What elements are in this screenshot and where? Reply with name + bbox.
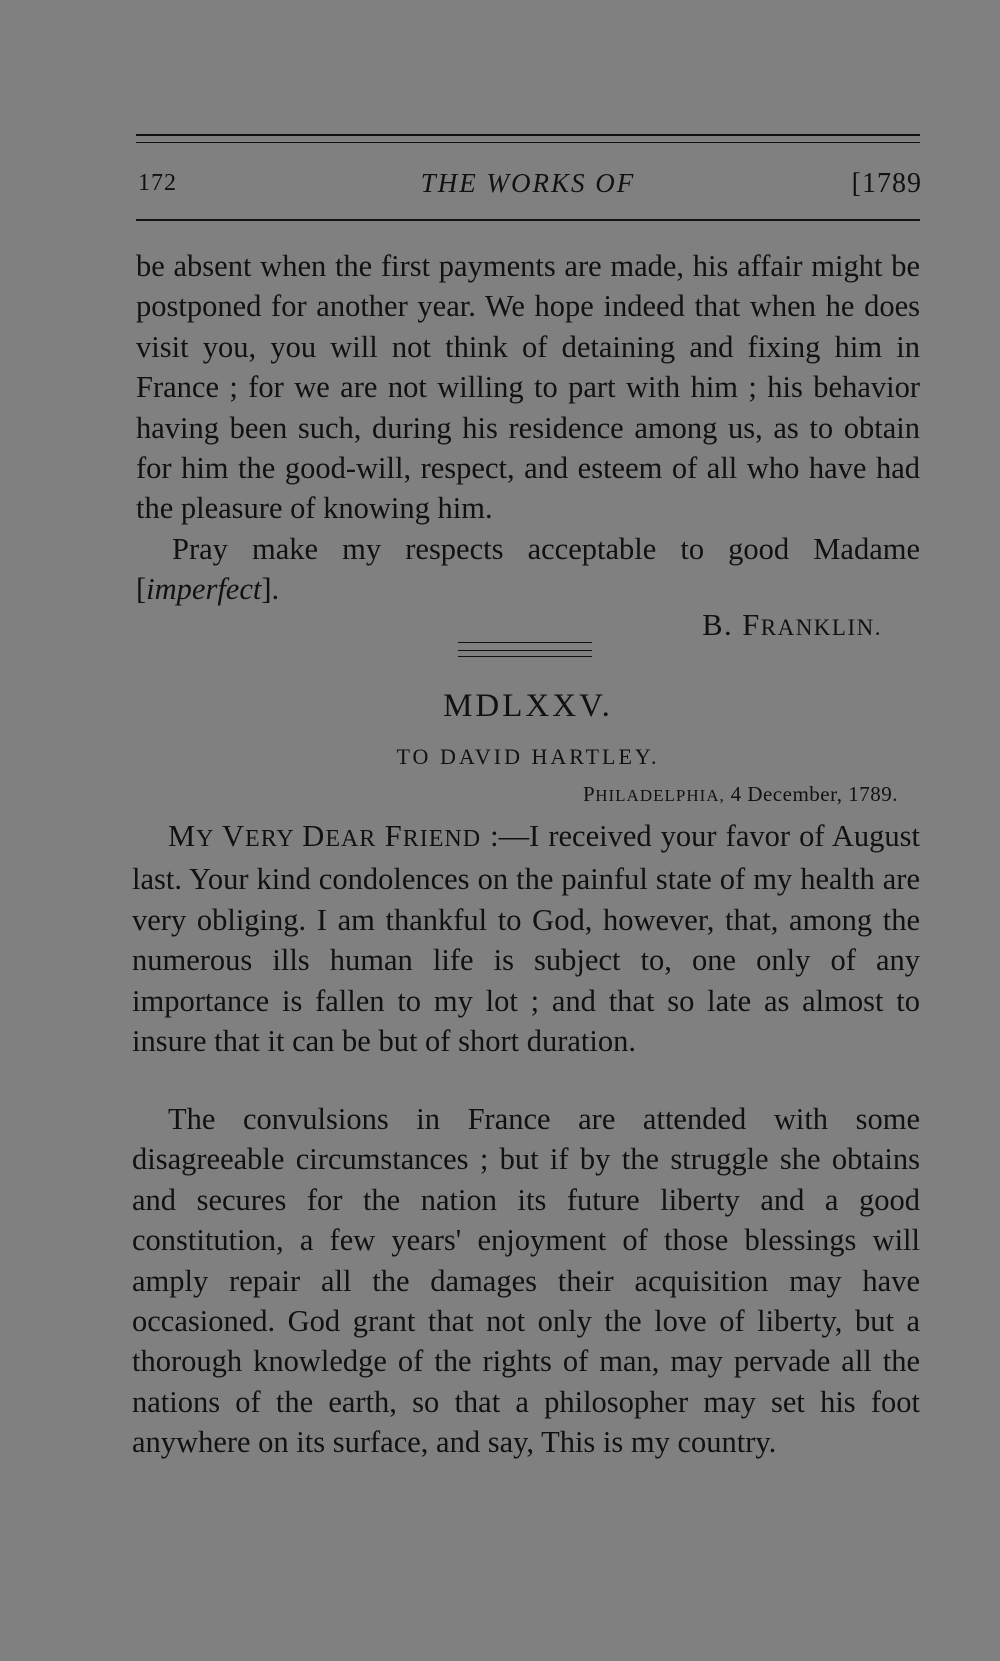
salutation-part: M <box>168 819 197 853</box>
salutation-part: ERY <box>245 826 303 852</box>
imperfect-note: imperfect <box>146 572 262 607</box>
bracket-open: [ <box>136 572 147 607</box>
continued-paragraph <box>136 246 920 610</box>
header-year: [1789 <box>851 168 922 199</box>
separator-double-rule <box>458 650 592 657</box>
salutation <box>168 819 481 853</box>
signature-rest: RANKLIN. <box>760 615 882 640</box>
letter-number: MDLXXV. <box>443 688 613 724</box>
letter-paragraph-1-text <box>132 816 920 1061</box>
letter-paragraph-1 <box>132 816 920 1061</box>
closing-paragraph <box>136 529 920 610</box>
page-number: 172 <box>138 170 177 196</box>
salutation-part: F <box>384 819 403 853</box>
letter-addressee: TO DAVID HARTLEY. <box>396 744 660 769</box>
top-double-rule <box>136 134 920 143</box>
letter-dateline <box>583 782 898 807</box>
letter-paragraph-1-body: :—I received your favor of August last. Your kind condolences on the painful state of my health are very obliging. I am thankful to God, however, that, among the numerous ills human life is subject to, one only of any importance is fallen to my lot ; and that so late as almost to insure that it can be but of short duration. <box>132 819 920 1059</box>
salutation-part: RIEND <box>402 826 482 852</box>
closing-text: Pray make my respects acceptable to good Madame <box>172 531 920 566</box>
dateline-date: 4 December, 1789. <box>724 782 898 806</box>
salutation-part: EAR <box>325 826 385 852</box>
salutation-part: V <box>222 819 246 853</box>
dateline-place-initial: P <box>583 782 596 806</box>
letter-paragraph-2 <box>132 1099 920 1463</box>
running-title: THE WORKS OF <box>420 168 636 198</box>
running-header <box>136 168 920 208</box>
letter-paragraph-2-text: The convulsions in France are attended with some disagreeable circumstances ; but if by the struggle she obtains and secures for the nation its future liberty and a good constitution, a few years' enjoyment of those blessings will amply repair all the damages their acquisition may have occasioned. God grant that not only the love of liberty, but a thorough knowledge of the rights of man, may pervade all the nations of the earth, so that a philosopher may set his foot anywhere on its surface, and say, This is my country. <box>132 1102 920 1460</box>
separator-rule-top <box>458 642 592 643</box>
salutation-part: Y <box>196 826 223 852</box>
book-page <box>132 0 922 1661</box>
bracket-close: ]. <box>261 572 280 607</box>
header-rule <box>136 219 920 221</box>
continued-paragraph-text: be absent when the first payments are made, his affair might be postponed for another year. We hope indeed that when he does visit you, you will not think of detaining and fixing him in France ; for we are not willing to part with him ; his behavior having been such, during his residence among us, as to obtain for him the good-will, respect, and esteem of all who have had the pleasure of knowing him. <box>136 249 920 526</box>
signature <box>702 608 882 643</box>
signature-initial: B. F <box>702 608 761 642</box>
dateline-place-rest: HILADELPHIA, <box>595 786 725 805</box>
salutation-part: D <box>302 819 326 853</box>
